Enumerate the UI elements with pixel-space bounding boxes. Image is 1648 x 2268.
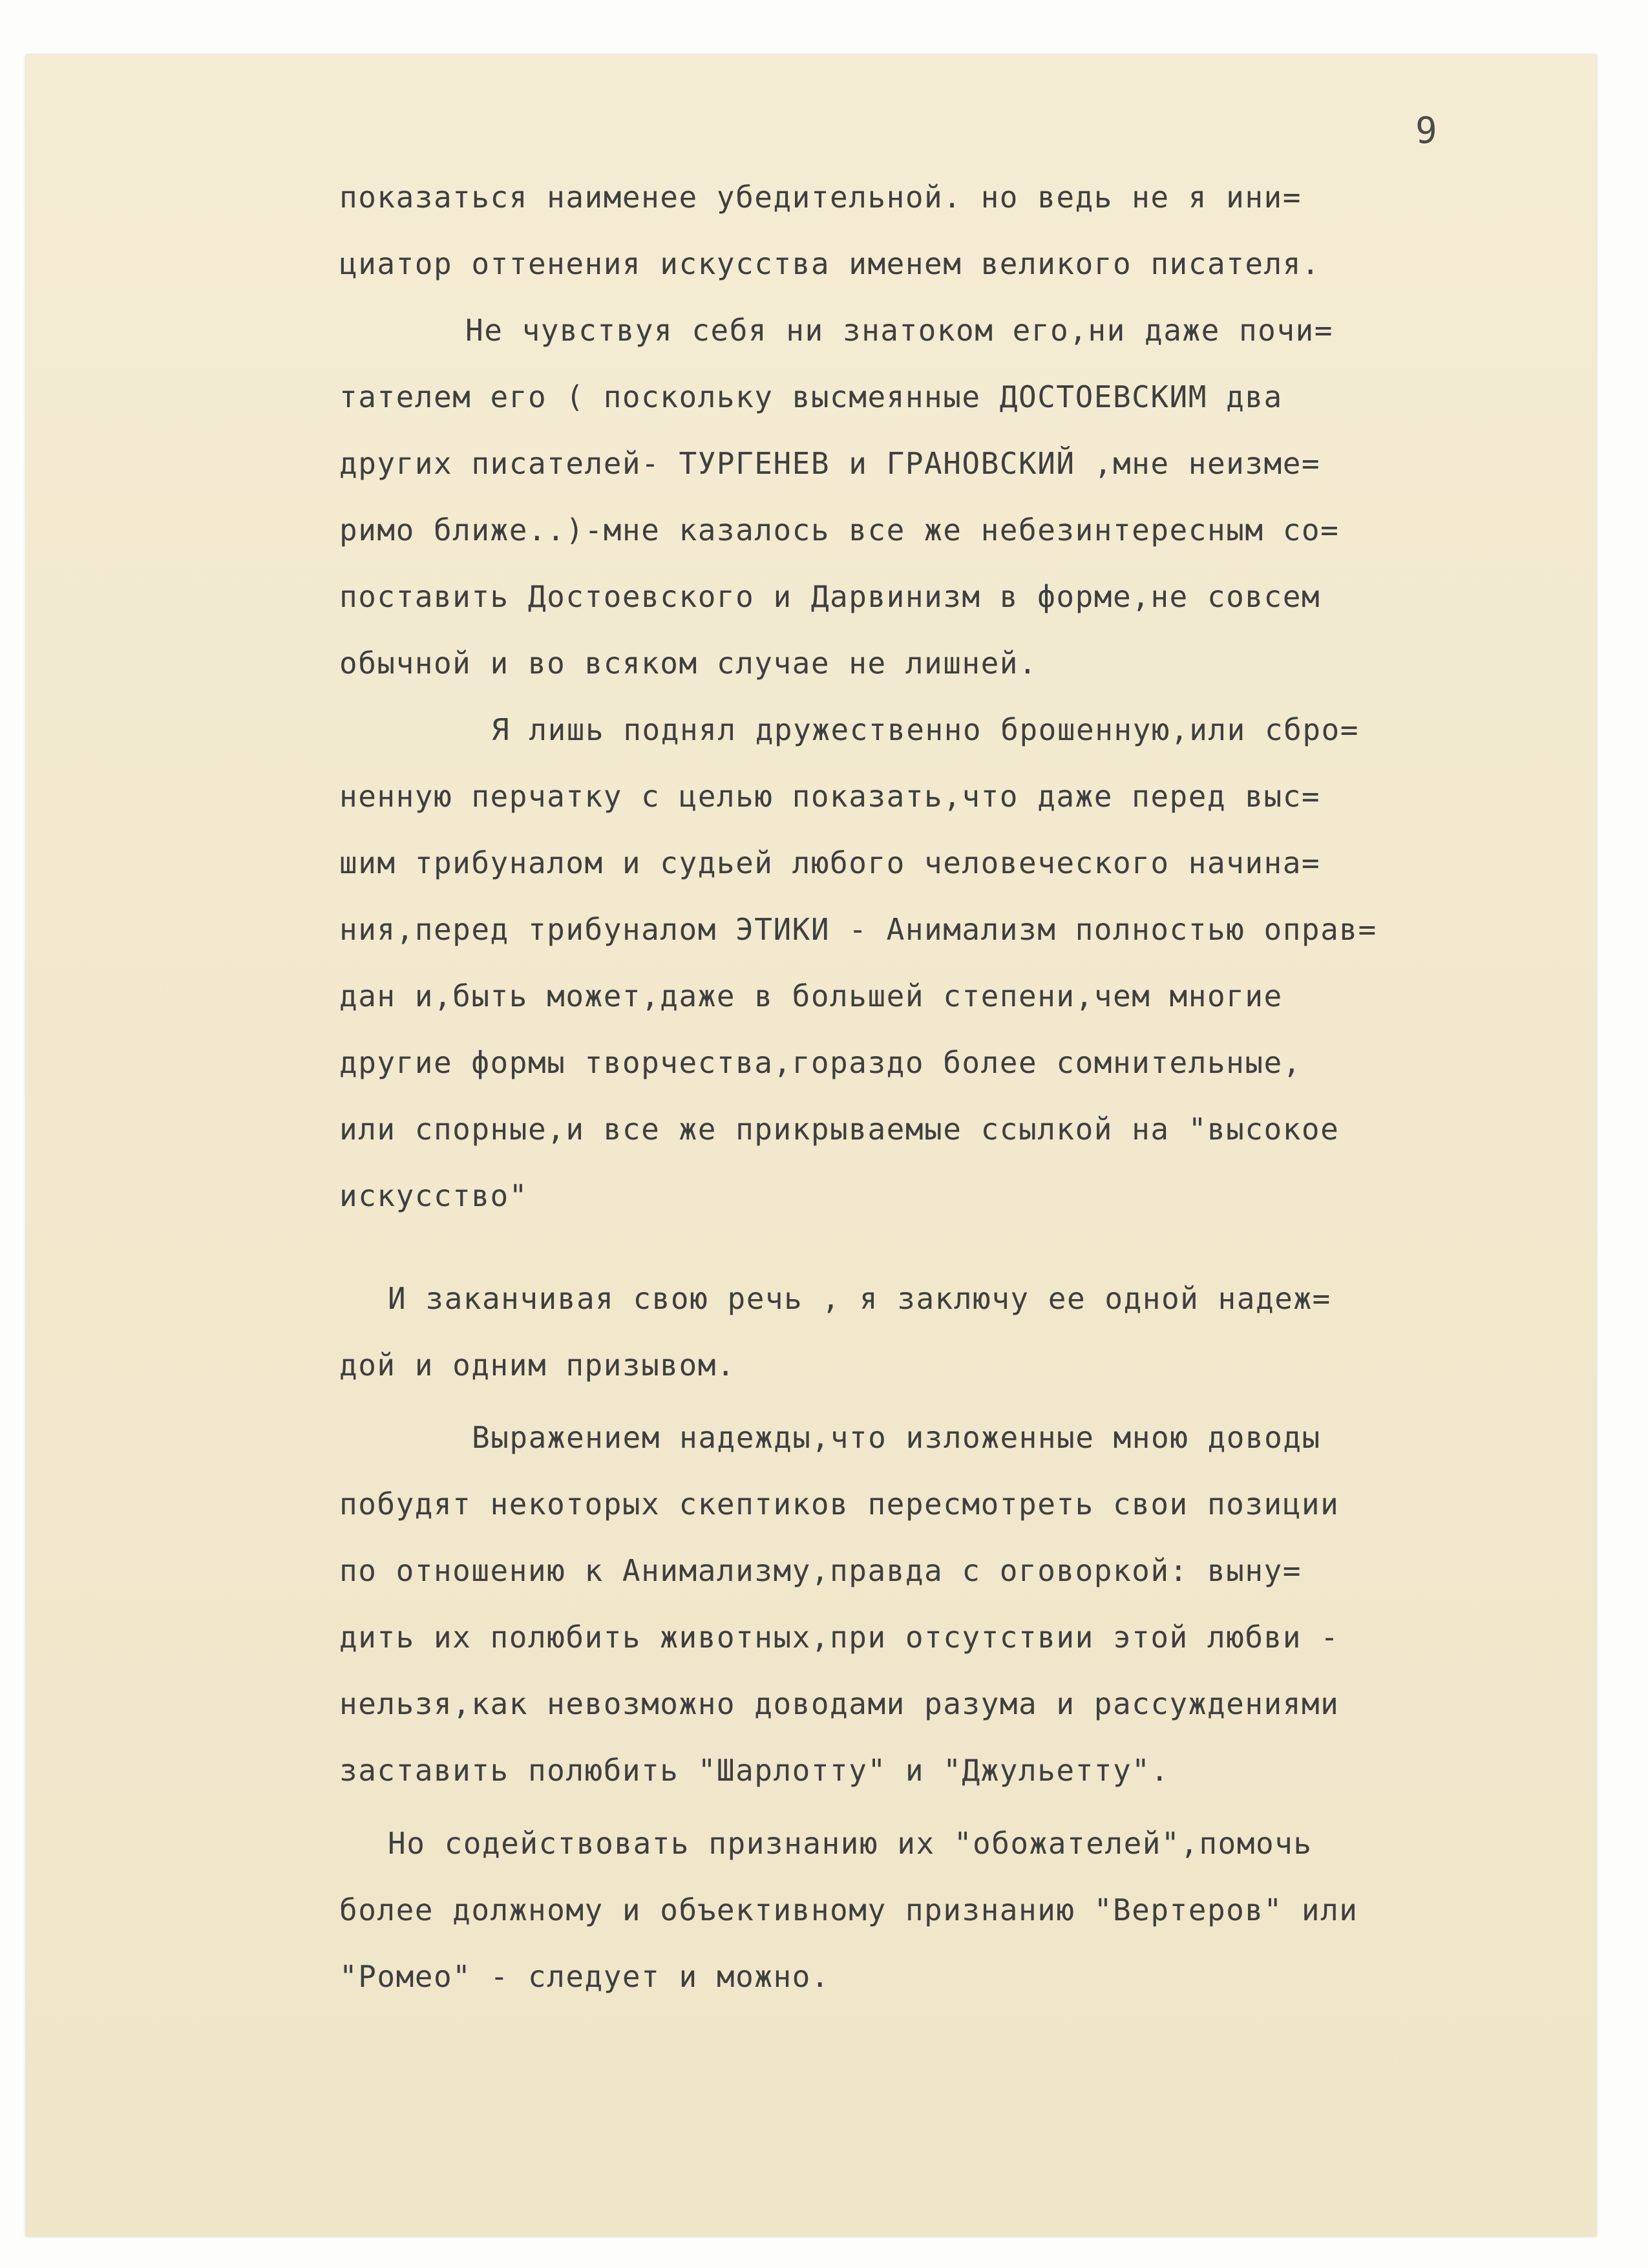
- text-line: дить их полюбить животных,при отсутствии этой любви -: [339, 1620, 1340, 1655]
- text-line: тателем его ( поскольку высмеянные ДОСТОЕВСКИМ два: [339, 379, 1283, 414]
- text-line: побудят некоторых скептиков пересмотреть свои позиции: [339, 1487, 1340, 1521]
- page-number: 9: [1415, 110, 1437, 152]
- text-line: поставить Достоевского и Дарвинизм в форме,не совсем: [339, 579, 1321, 614]
- text-line: Не чувствуя себя ни знатоком его,ни даже почи=: [465, 313, 1333, 348]
- text-line: дан и,быть может,даже в большей степени,чем многие: [339, 979, 1283, 1013]
- text-line: ния,перед трибуналом ЭТИКИ - Анимализм полностью оправ=: [339, 912, 1377, 947]
- text-line: ненную перчатку с целью показать,что даже перед выс=: [339, 779, 1321, 814]
- text-line: "Ромео" - следует и можно.: [339, 1959, 830, 1994]
- text-line: показаться наименее убедительной. но ведь не я ини=: [339, 180, 1302, 215]
- text-line: дой и одним призывом.: [339, 1348, 736, 1383]
- text-line: шим трибуналом и судьей любого человеческого начина=: [339, 845, 1321, 880]
- text-line: И заканчивая свою речь , я заключу ее одной надеж=: [388, 1281, 1331, 1316]
- text-line: более должному и объективному признанию "Вертеров" или: [339, 1892, 1358, 1927]
- text-line: римо ближе..)-мне казалось все же небезинтересным со=: [339, 513, 1340, 547]
- text-line: других писателей- ТУРГЕНЕВ и ГРАНОВСКИЙ ,мне неизме=: [339, 446, 1321, 481]
- text-line: другие формы творчества,гораздо более сомнительные,: [339, 1045, 1302, 1080]
- text-line: заставить полюбить "Шарлотту" и "Джульетту".: [339, 1753, 1170, 1788]
- text-line: или спорные,и все же прикрываемые ссылкой на "высокое: [339, 1112, 1340, 1147]
- text-line: циатор оттенения искусства именем великого писателя.: [339, 246, 1321, 281]
- text-line: искусство": [339, 1178, 528, 1213]
- text-line: Я лишь поднял дружественно брошенную,или сбро=: [491, 712, 1359, 747]
- text-line: Выражением надежды,что изложенные мною доводы: [472, 1420, 1321, 1455]
- text-line: нельзя,как невозможно доводами разума и рассуждениями: [339, 1686, 1340, 1721]
- text-line: обычной и во всяком случае не лишней.: [339, 646, 1038, 681]
- text-line: по отношению к Анимализму,правда с оговоркой: выну=: [339, 1553, 1302, 1588]
- text-line: Но содействовать признанию их "обожателей",помочь: [388, 1826, 1313, 1861]
